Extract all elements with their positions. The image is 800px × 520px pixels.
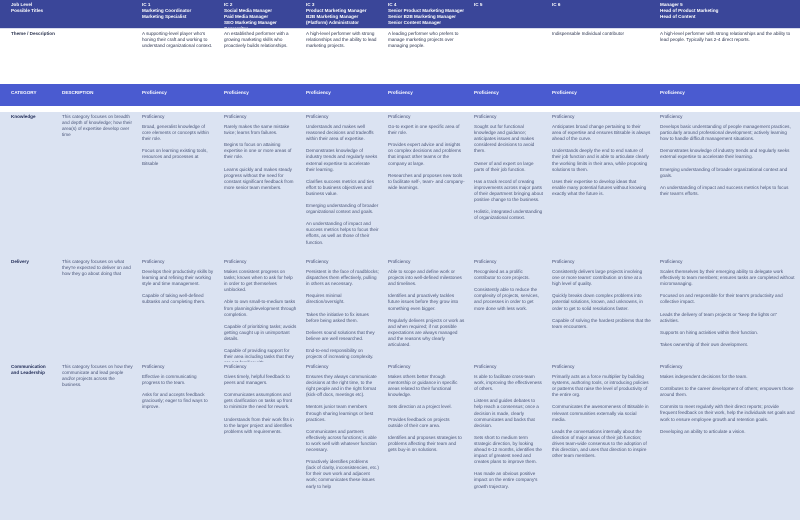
communication-manager5 (655, 362, 800, 520)
proficiency-item: Is able to facilitate cross-team work, improving the effectiveness of others. (474, 374, 542, 392)
proficiency-item: Scales themselves by their emerging ability to delegate work effectively to team members; ensures tasks are completed without micromanaging. (660, 269, 795, 287)
proficiency-item: Leads the delivery of team projects or "keep the lights on" activities. (660, 311, 778, 323)
level-header-ic5: IC 5 (469, 0, 547, 28)
proficiency-item: Identifies and proactively tackles future issues before they grow into something even bigger. (388, 293, 459, 311)
theme-ic2: An established performer with a growing marketing skills who proactively builds relationships. (219, 28, 301, 84)
possible-titles-label: Possible Titles (11, 8, 44, 14)
category-name-delivery: Delivery (6, 257, 57, 362)
communication-ic5 (469, 362, 547, 520)
proficiency-item: Go-to expert in one specific area of their role. (388, 124, 460, 136)
proficiency-item: Commits to meet regularly with their direct reports; provide frequent feedback on their work, help the individuals set goals and work to ensure employee growth and retention goals. (660, 404, 795, 422)
proficiency-item: Developing an ability to articulate a vision. (660, 428, 746, 434)
category-name-knowledge: Knowledge (6, 112, 57, 257)
level-header-ic2: IC 2 Social Media Manager Paid Media Manager SEO Marketing Manager (219, 0, 301, 28)
proficiency-item: Demonstrates knowledge of industry trends and regularly seeks external expertise to accelerate their learning. (306, 148, 378, 172)
level-header-ic1: IC 1 Marketing Coordinator Marketing Specialist (137, 0, 219, 28)
proficiency-item: Uses their expertise to develop ideas that enable many potential futures without knowing exactly what the future is. (552, 178, 647, 196)
proficiency-item: Able to own small-to-medium tasks from planning/development through completion. (224, 299, 297, 317)
proficiency-item: Gives timely, helpful feedback to peers and managers. (224, 374, 290, 386)
proficiency-item: Owner of and expert on large parts of their job function. (474, 160, 534, 172)
proficiency-label: Proficiency (306, 364, 329, 369)
proficiency-item: Learns quickly and makes steady progress without the need for constant significant feedback from more senior team members. (224, 166, 294, 190)
proficiency-item: End-to-end responsibility on projects of increasing complexity. (306, 347, 374, 360)
proficiency-header-ic1: Proficiency (137, 84, 219, 106)
proficiency-item: Ensures they always communicate decisions at the right time, to the right people and in the right format (kick-off docs, meetings etc). (306, 374, 377, 398)
proficiency-item: Persistent in the face of roadblocks; dispatches them effectively, pulling in others as necessary. (306, 269, 379, 287)
proficiency-item: Communicates assumptions and gets clarification on tasks up front to minimize the need for rework. (224, 392, 293, 410)
proficiency-label: Proficiency (660, 259, 683, 264)
theme-manager5: A high-level performer with strong relationships and the ability to lead people. Typically has 2-4 direct reports. (655, 28, 800, 84)
theme-ic5 (469, 28, 547, 84)
communication-ic1 (137, 362, 219, 520)
proficiency-item: Has a track record of creating improvements across major parts of their department bringing about positive change to the business. (474, 178, 543, 203)
proficiency-label: Proficiency (142, 114, 165, 119)
proficiency-label: Proficiency (306, 114, 329, 119)
proficiency-item: Focus on learning existing tools, resources and processes at Bitsable (142, 148, 208, 166)
delivery-ic6 (547, 257, 655, 362)
proficiency-item: Effective in communicating progress to the team. (142, 374, 197, 386)
proficiency-item: Regularly delivers projects or work as and when required; if not possible expectations are always managed and the reasons why clearly articulated. (388, 317, 465, 348)
proficiency-item: Develops their productivity skills by learning and refining their working style and time management. (142, 269, 214, 287)
proficiency-item: Focused on and responsible for their team's productivity and collective impact. (660, 293, 783, 305)
proficiency-item: Emerging understanding of broader organizational context and goals. (660, 166, 788, 178)
proficiency-item: Listens and guides debates to help reach a consensus; once a decision is made, clearly communicates and backs that decision. (474, 398, 539, 428)
knowledge-manager5 (655, 112, 800, 257)
proficiency-item: Begins to focus on attaining expertise in one or more areas of their role. (224, 142, 292, 160)
proficiency-label: Proficiency (552, 114, 575, 119)
proficiency-label: Proficiency (224, 259, 247, 264)
theme-ic4: A leading performer who prefers to manage marketing projects over managing people. (383, 28, 469, 84)
proficiency-item: Emerging understanding of broader organizational context and goals. (306, 203, 379, 215)
proficiency-item: Proactively identifies problems (lack of clarity, inconsistencies, etc.) for their own work and adjacent work; communicates these issues early to help (306, 459, 379, 489)
proficiency-header-ic2: Proficiency (219, 84, 301, 106)
proficiency-item: Provides expert advice and insights on complex decisions and problems that impact other teams or the company at large. (388, 142, 462, 166)
proficiency-label: Proficiency (142, 259, 165, 264)
proficiency-item: Understands and makes well reasoned decisions and tradeoffs within their area of expertise. (306, 124, 374, 142)
proficiency-label: Proficiency (388, 364, 411, 369)
proficiency-item: Recognised as a prolific contributor to core projects. (474, 269, 530, 281)
proficiency-item: Identifies and proposes strategies to problems affecting their team and gets buy-in on solutions. (388, 434, 462, 452)
proficiency-item: Sets short to medium term strategic direction, by looking ahead 6-12 months, identifies the impact of greatest need and creates plans to improve them. (474, 434, 542, 465)
level-header-manager5: Manager 5 Head of Product Marketing Head of Content (655, 0, 800, 28)
proficiency-label: Proficiency (660, 364, 683, 369)
category-description-delivery: This category focuses on what they're expected to deliver on and how they go about doing that (57, 257, 137, 362)
proficiency-item: Leads the conversations internally about the direction of major areas of their job function; drives team-wide consensus to the adoption of this direction, and uses that direction to inspire other team members. (552, 428, 647, 459)
proficiency-item: Consistently able to reduce the complexity of projects, services, and processes in order to get more done with less work. (474, 287, 539, 311)
delivery-ic3 (301, 257, 383, 362)
delivery-ic5 (469, 257, 547, 362)
proficiency-label: Proficiency (388, 114, 411, 119)
proficiency-item: Understands from their work fits in to the larger project and identifies problems with requirements. (224, 416, 294, 434)
proficiency-item: Understands deeply the end to end nature of their job function and is able to articulate clearly the working limits in their area, while proposing solutions to them. (552, 148, 649, 172)
proficiency-label: Proficiency (306, 259, 329, 264)
proficiency-item: Sought out for functional knowledge and guidance; anticipates issues and makes considered decisions to avoid them. (474, 124, 535, 154)
proficiency-item: Takes the initiative to fix issues before being asked them. (306, 311, 369, 323)
proficiency-item: Contributes to the career development of others; empowers those around them. (660, 386, 794, 398)
proficiency-item: Able to scope and define work or projects into well-defined milestones and timelines. (388, 269, 462, 287)
proficiency-item: Communicates the awesomeness of Bitsable in relevant communities externally via social media. (552, 404, 649, 422)
proficiency-item: Makes others better through mentorship or guidance in specific areas related to their functional knowledge. (388, 374, 458, 398)
proficiency-label: Proficiency (552, 259, 575, 264)
delivery-ic2 (219, 257, 301, 362)
proficiency-label: Proficiency (474, 114, 497, 119)
knowledge-ic3 (301, 112, 383, 257)
category-description-knowledge: This category focuses on breadth and depth of knowledge; how their area(s) of expertise develop over time (57, 112, 137, 257)
level-header-ic4: IC 4 Senior Product Marketing Manager Senior B2B Marketing Manager Senior Content Manager (383, 0, 469, 28)
proficiency-header-ic6: Proficiency (547, 84, 655, 106)
knowledge-ic2 (219, 112, 301, 257)
job-level-label: Job Level (11, 2, 33, 7)
delivery-ic1 (137, 257, 219, 362)
proficiency-item: Rarely makes the same mistake twice; learns from failures. (224, 124, 290, 136)
knowledge-ic6 (547, 112, 655, 257)
proficiency-label: Proficiency (474, 364, 497, 369)
theme-ic1: A supporting-level player who's honing their craft and working to understand organizational context. (137, 28, 219, 84)
category-description-communication: This category focuses on how they communicate and lead people and/or projects across the business. (57, 362, 137, 520)
proficiency-item: Primarily acts as a force multiplier by building systems, authoring tools, or introducing policies or patterns that raise the level of productivity of the entire org. (552, 374, 649, 398)
proficiency-item: Capable of taking well-defined subtasks and completing them. (142, 293, 206, 305)
level-header-ic6: IC 6 (547, 0, 655, 28)
knowledge-ic4 (383, 112, 469, 257)
proficiency-header-manager5: Proficiency (655, 84, 800, 106)
proficiency-item: Broad, generalist knowledge of core elements or concepts within their role. (142, 124, 209, 142)
proficiency-item: Quickly breaks down complex problems into potential solutions, known, and unknowns, in order to get to solid resolutions faster. (552, 293, 643, 311)
knowledge-ic1 (137, 112, 219, 257)
proficiency-item: Consistently delivers large projects involving one or more teams' contribution on time at a high level of quality. (552, 269, 643, 287)
proficiency-item: Anticipates broad change pertaining to their area of expertise and ensures Bitsable is always ahead of the curve. (552, 124, 651, 142)
delivery-ic4 (383, 257, 469, 362)
proficiency-label: Proficiency (474, 259, 497, 264)
communication-ic3 (301, 362, 383, 520)
communication-ic4 (383, 362, 469, 520)
proficiency-item: Researches and proposes new tools to facilitate self-, team- and company-wide learnings. (388, 172, 465, 190)
proficiency-item: Makes consistent progress on tasks; knows when to ask for help in order to get themselves unblocked. (224, 269, 293, 293)
proficiency-item: Delivers sound solutions that they believe are well researched. (306, 329, 375, 341)
proficiency-item: Communicates and partners effectively across functions; is able to work well with whatever function necessary. (306, 428, 377, 453)
theme-ic6: Indispensable Individual contributor (547, 28, 655, 84)
proficiency-item: Requires minimal direction/oversight. (306, 293, 345, 305)
theme-ic3: A high-level performer with strong relationships and the ability to lead marketing projects. (301, 28, 383, 84)
proficiency-item: Provides feedback on projects outside of their core area. (388, 416, 450, 428)
proficiency-item: Clarifies success metrics and ties effort to business objectives and business value. (306, 178, 374, 196)
proficiency-header-ic5: Proficiency (469, 84, 547, 106)
level-header-ic3: IC 3 Product Marketing Manager B2B Marketing Manager (Platform) Administrator (301, 0, 383, 28)
proficiency-item: Develops basic understanding of people management practices, particularly around professional development; actively learning how to handle difficult management situations. (660, 124, 791, 142)
theme-label-cell (6, 28, 137, 84)
proficiency-item: Supports on hiring activities within their function. (660, 329, 759, 335)
delivery-manager5 (655, 257, 800, 362)
proficiency-item: Takes ownership of their own development. (660, 341, 749, 347)
proficiency-header-ic4: Proficiency (383, 84, 469, 106)
proficiency-item: Mentors junior team members through sharing learnings or best practices. (306, 404, 374, 422)
proficiency-label: Proficiency (142, 364, 165, 369)
proficiency-item: Makes independent decisions for the team. (660, 374, 748, 380)
proficiency-label: Proficiency (224, 114, 247, 119)
theme-label: Theme / Description (11, 31, 55, 36)
proficiency-item: Holistic, integrated understanding of organizational context. (474, 209, 543, 221)
proficiency-item: Sets direction at a project level. (388, 404, 452, 410)
proficiency-label: Proficiency (388, 259, 411, 264)
job-level-header (6, 0, 137, 28)
proficiency-header-ic3: Proficiency (301, 84, 383, 106)
proficiency-label: Proficiency (552, 364, 575, 369)
proficiency-item: Capable of providing support for their area including tasks that they (224, 348, 294, 360)
proficiency-item: An understanding of impact and success metrics helps to focus their efforts, as well as those of their function. (306, 221, 379, 245)
communication-ic6 (547, 362, 655, 520)
proficiency-item: An understanding of impact and success metrics helps to focus their team's efforts. (660, 184, 789, 196)
category-header: CATEGORY (6, 84, 57, 106)
category-name-communication: Communication and Leadership (6, 362, 57, 520)
proficiency-item: Has made an obvious positive impact on the entire company's growth trajectory. (474, 471, 538, 489)
knowledge-ic5 (469, 112, 547, 257)
proficiency-item: Capable of solving the hardest problems that the team encounters. (552, 317, 651, 329)
proficiency-item: Demonstrates knowledge of industry trends and regularly seeks external expertise to accelerate their learning. (660, 148, 790, 160)
proficiency-item: Capable of prioritizing tasks; avoids getting caught up in unimportant details. (224, 323, 297, 341)
communication-ic2 (219, 362, 301, 520)
proficiency-item: Asks for and accepts feedback graciously; eager to find ways to improve. (142, 392, 208, 410)
description-header: DESCRIPTION (57, 84, 137, 106)
proficiency-label: Proficiency (224, 364, 247, 369)
proficiency-label: Proficiency (660, 114, 683, 119)
